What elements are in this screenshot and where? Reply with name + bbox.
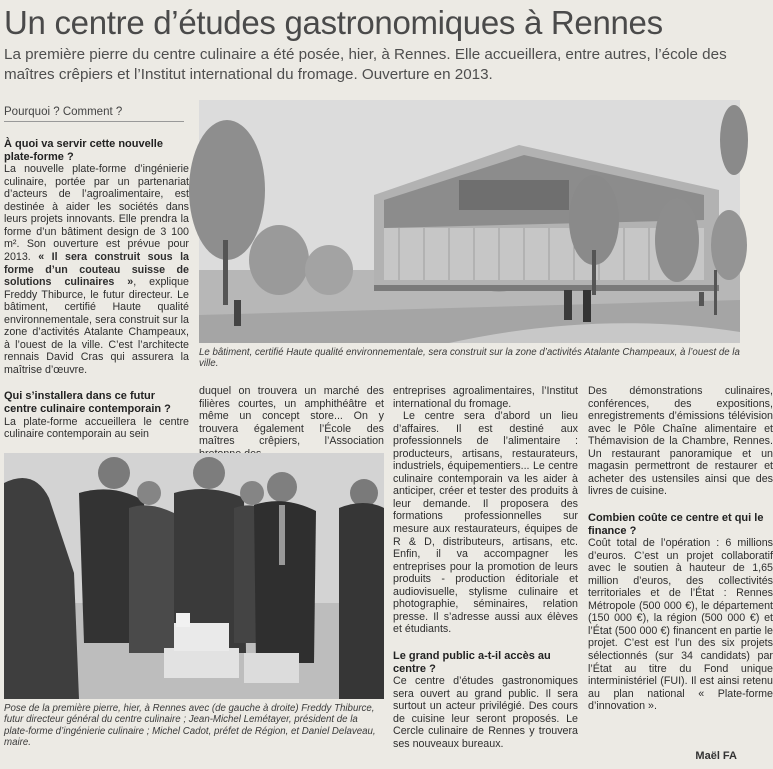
paragraph-col4-2: Coût total de l’opération : 6 millions d’euros. C’est un projet collaboratif avec le soutien à hauteur de 1,65 million d’euros, des collectivités territoriales et de l’État : Rennes Métropole (500 000 €), le département (150 000 €), la région (500 000 €) et l’État (500 000 €) financent en partie le projet. C’est est l’un des six projets sélectionnés (sur 34 candidats) par l’État au titre du Fond unique interministériel (FUI). Il est ainsi retenu au plan national « Plate-forme d’innovation ». [588, 537, 773, 713]
paragraph-col3-1: Le centre sera d’abord un lieu d’affaires. Il est destiné aux professionnels de l’alimentaire : producteurs, artisans, restaurateurs, industriels, équipementiers... Le centre culinaire contemporain va les aider à anticiper, créer et tester des produits à leur demande. Il proposera des formations professionnelles sur mesure aux restaurateurs, équipes de R & D, distributeurs, artisans, etc. Enfin, il va accompagner les entreprises pour la promotion de leurs produits - production éditoriale et audiovisuelle, stylisme culinaire et photographie, séminaires, relation presse. Il s’adresse aussi aux élèves et étudiants. [393, 410, 578, 636]
column-4-crop [588, 385, 773, 755]
paragraph-1 [4, 163, 189, 376]
paragraph-col3-2: Ce centre d’études gastronomiques sera ouvert au grand public. Il sera surtout un acteur privilégié. Des cours de cuisine leur seront proposés. Le Cercle culinaire de Rennes y trouvera ses nouveaux bureaux. [393, 675, 578, 750]
section-kicker: Pourquoi ? Comment ? [4, 106, 123, 118]
paragraph-col4-1: Des démonstrations culinaires, conférences, des expositions, enregistrements d’émissions télévision avec le Pôle Chaîne alimentaire et Thémavision de la Chambre, Rennes. Un restaurant panoramique et un magasin permettront de restaurer et acheter des ustensiles ainsi que des livres de cuisine. [588, 385, 773, 498]
question-heading-3: Le grand public a-t-il accès au centre ? [393, 649, 551, 675]
headline: Un centre d’études gastronomiques à Rennes [4, 4, 663, 41]
column-4 [588, 385, 773, 713]
paragraph-1-end: , explique Freddy Thiburce, le futur directeur. Le bâtiment, certifié Haute qualité environnementale, sera construit sur la zone d’activités Atalante Champeaux, à l’ouest de la ville. C’est l’architecte rennais David Cras qui assurera la maîtrise d’œuvre. [4, 276, 189, 376]
building-rendering-image [199, 100, 740, 343]
paragraph-col3-0: entreprises agroalimentaires, l’Institut international du fromage. [393, 385, 578, 410]
building-illustration [199, 100, 740, 343]
ceremony-photo [4, 453, 384, 699]
building-caption: Le bâtiment, certifié Haute qualité environnementale, sera construit sur la zone d’activités Atalante Champeaux, à l’ouest de la ville. [199, 347, 740, 370]
question-heading-2: Qui s’installera dans ce futur centre culinaire contemporain ? [4, 390, 171, 416]
kicker-rule [4, 121, 184, 122]
column-1 [4, 138, 189, 441]
standfirst: La première pierre du centre culinaire a été posée, hier, à Rennes. Elle accueillera, entre autres, l’école des maîtres crêpiers et l’Institut international du fromage. Ouverture en 2013. [4, 46, 727, 83]
ceremony-illustration [4, 453, 384, 699]
column-2-top [199, 385, 384, 460]
paragraph-col2: duquel on trouvera un marché des filières courtes, un amphithéâtre et même un concept store... On y trouvera également l’École des maîtres crêpiers, l’Association [199, 385, 384, 448]
column-3 [393, 385, 578, 750]
question-heading-4: Combien coûte ce centre et qui le finance ? [588, 511, 764, 537]
paragraph-1-text: La nouvelle plate-forme d’ingénierie culinaire, portée par un partenariat d’acteurs de l’agroalimentaire, est destinée à aider les sociétés dans leurs projets innovants. Elle prendra la forme d’un bâtiment design de 3 100 m². Son ouverture est prévue pour 2013. [4, 163, 189, 264]
author-signature: Maël FA [695, 750, 737, 762]
question-heading-1: À quoi va servir cette nouvelle plate-forme ? [4, 138, 163, 163]
ceremony-caption: Pose de la première pierre, hier, à Rennes avec (de gauche à droite) Freddy Thiburce, futur directeur général du centre culinaire ; Jean-Michel Lemétayer, président de la plate-forme d’ingénierie culinaire ; Michel Cadot, préfet de Région, et Daniel Delaveau, maire. [4, 703, 376, 748]
pull-quote: « Il sera construit sous la forme d’un couteau suisse de solutions culinaires » [4, 251, 189, 289]
paragraph-2: La plate-forme accueillera le centre culinaire contemporain au sein [4, 415, 189, 441]
